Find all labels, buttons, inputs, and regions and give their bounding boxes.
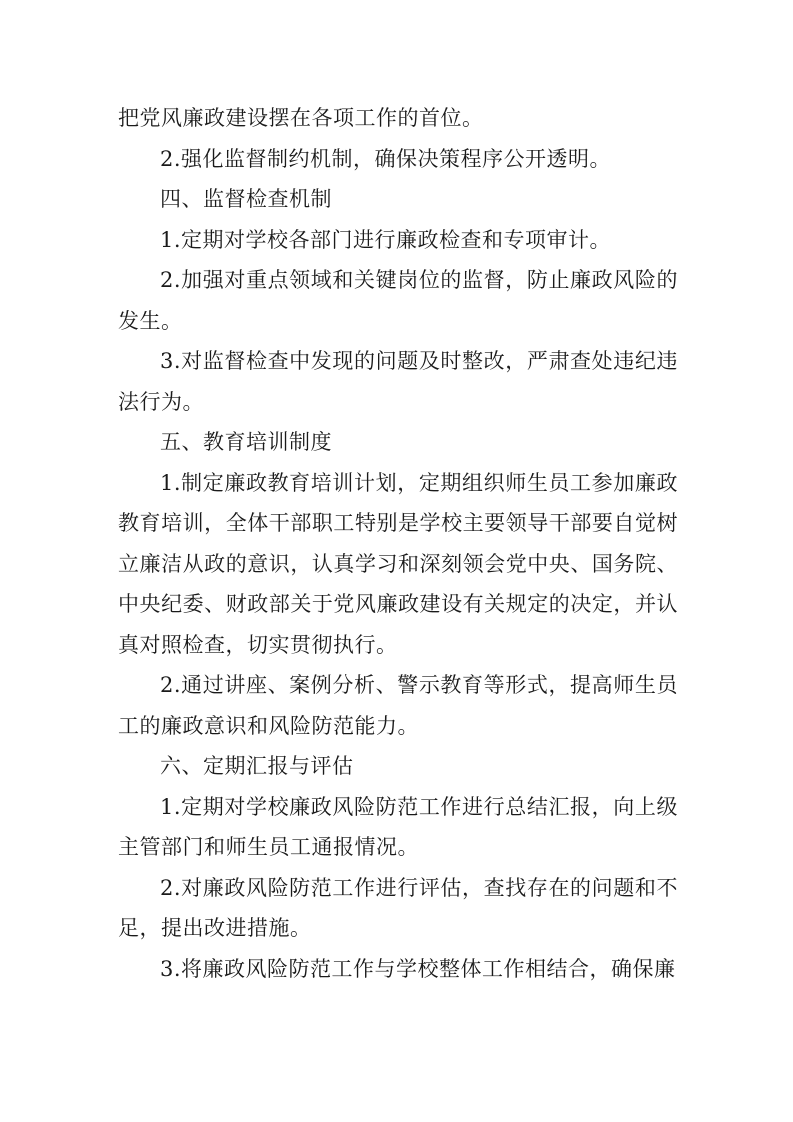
paragraph-item: 2.通过讲座、案例分析、警示教育等形式，提高师生员工的廉政意识和风险防范能力。 bbox=[118, 673, 678, 738]
paragraph-item: 1.定期对学校各部门进行廉政检查和专项审计。 bbox=[160, 227, 612, 252]
paragraph-item: 1.定期对学校廉政风险防范工作进行总结汇报，向上级主管部门和师生员工通报情况。 bbox=[118, 794, 678, 859]
paragraph-item: 3.对监督检查中发现的问题及时整改，严肃查处违纪违法行为。 bbox=[118, 349, 678, 414]
paragraph-item: 1.制定廉政教育培训计划，定期组织师生员工参加廉政教育培训，全体干部职工特别是学校主要领导干部要自觉树立廉洁从政的意识，认真学习和深刻领会党中央、国务院、中央纪委、财政部关于党风廉政建设有关规定的决定，并认真对照检查，切实贯彻执行。 bbox=[118, 470, 678, 657]
section-heading: 四、监督检查机制 bbox=[160, 187, 332, 211]
paragraph-item: 3.将廉政风险防范工作与学校整体工作相结合，确保廉 bbox=[160, 956, 676, 981]
section-heading: 五、教育培训制度 bbox=[160, 430, 332, 454]
paragraph-continuation: 把党风廉政建设摆在各项工作的首位。 bbox=[118, 106, 484, 130]
paragraph-item: 2.对廉政风险防范工作进行评估，查找存在的问题和不足，提出改进措施。 bbox=[118, 875, 678, 940]
section-heading: 六、定期汇报与评估 bbox=[160, 754, 354, 778]
paragraph-item: 2.强化监督制约机制，确保决策程序公开透明。 bbox=[160, 146, 612, 171]
paragraph-item: 2.加强对重点领域和关键岗位的监督，防止廉政风险的发生。 bbox=[118, 268, 678, 333]
document-body bbox=[118, 98, 678, 989]
